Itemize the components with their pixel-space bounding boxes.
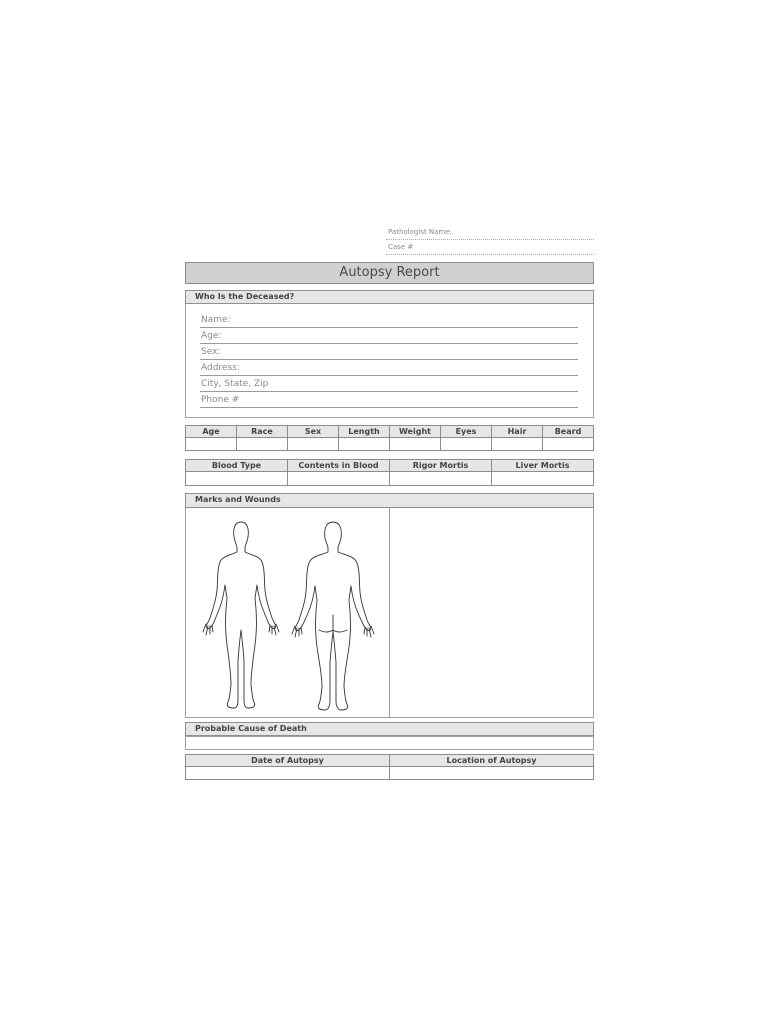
phone-field[interactable]: [200, 393, 578, 408]
back-body-figure: [292, 522, 374, 710]
city-state-zip-field[interactable]: [200, 377, 578, 392]
deceased-section-heading: Who Is the Deceased?: [185, 290, 594, 304]
body-diagram-panel: [185, 508, 390, 718]
age-label: Age:: [201, 331, 222, 341]
header-race: Race: [237, 426, 288, 438]
case-number-field[interactable]: [386, 243, 594, 255]
marks-section-heading: Marks and Wounds: [185, 493, 594, 508]
blood-type-cell[interactable]: [186, 472, 288, 486]
header-liver-mortis: Liver Mortis: [492, 460, 594, 472]
address-label: Address:: [201, 363, 240, 373]
location-of-autopsy-cell[interactable]: [390, 767, 594, 780]
address-field[interactable]: [200, 361, 578, 376]
race-cell[interactable]: [237, 438, 288, 451]
pathologist-name-field[interactable]: [386, 228, 594, 240]
header-blood-type: Blood Type: [186, 460, 288, 472]
header-eyes: Eyes: [441, 426, 492, 438]
header-sex: Sex: [288, 426, 339, 438]
sex-cell[interactable]: [288, 438, 339, 451]
header-contents-in-blood: Contents in Blood: [288, 460, 390, 472]
name-field[interactable]: [200, 313, 578, 328]
liver-mortis-cell[interactable]: [492, 472, 594, 486]
sex-label: Sex:: [201, 347, 221, 357]
header-weight: Weight: [390, 426, 441, 438]
body-diagram: [186, 508, 389, 716]
sex-field[interactable]: [200, 345, 578, 360]
header-date-of-autopsy: Date of Autopsy: [186, 755, 390, 767]
name-label: Name:: [201, 315, 231, 325]
city-state-zip-label: City, State, Zip: [201, 379, 269, 389]
length-cell[interactable]: [339, 438, 390, 451]
header-rigor-mortis: Rigor Mortis: [390, 460, 492, 472]
blood-table: [185, 459, 594, 486]
marks-notes-area[interactable]: [389, 508, 594, 718]
phone-label: Phone #: [201, 395, 240, 405]
beard-cell[interactable]: [543, 438, 594, 451]
front-body-figure: [203, 522, 279, 708]
date-of-autopsy-cell[interactable]: [186, 767, 390, 780]
cause-of-death-field[interactable]: [185, 736, 594, 750]
physical-description-table: [185, 425, 594, 451]
case-number-label: Case #: [388, 243, 414, 251]
eyes-cell[interactable]: [441, 438, 492, 451]
cause-of-death-heading: Probable Cause of Death: [185, 722, 594, 736]
weight-cell[interactable]: [390, 438, 441, 451]
header-hair: Hair: [492, 426, 543, 438]
report-title: Autopsy Report: [185, 262, 594, 284]
pathologist-name-label: Pathologist Name:: [388, 228, 452, 236]
contents-in-blood-cell[interactable]: [288, 472, 390, 486]
header-location-of-autopsy: Location of Autopsy: [390, 755, 594, 767]
header-beard: Beard: [543, 426, 594, 438]
age-cell[interactable]: [186, 438, 237, 451]
autopsy-details-table: [185, 754, 594, 780]
hair-cell[interactable]: [492, 438, 543, 451]
header-age: Age: [186, 426, 237, 438]
rigor-mortis-cell[interactable]: [390, 472, 492, 486]
header-length: Length: [339, 426, 390, 438]
age-field[interactable]: [200, 329, 578, 344]
